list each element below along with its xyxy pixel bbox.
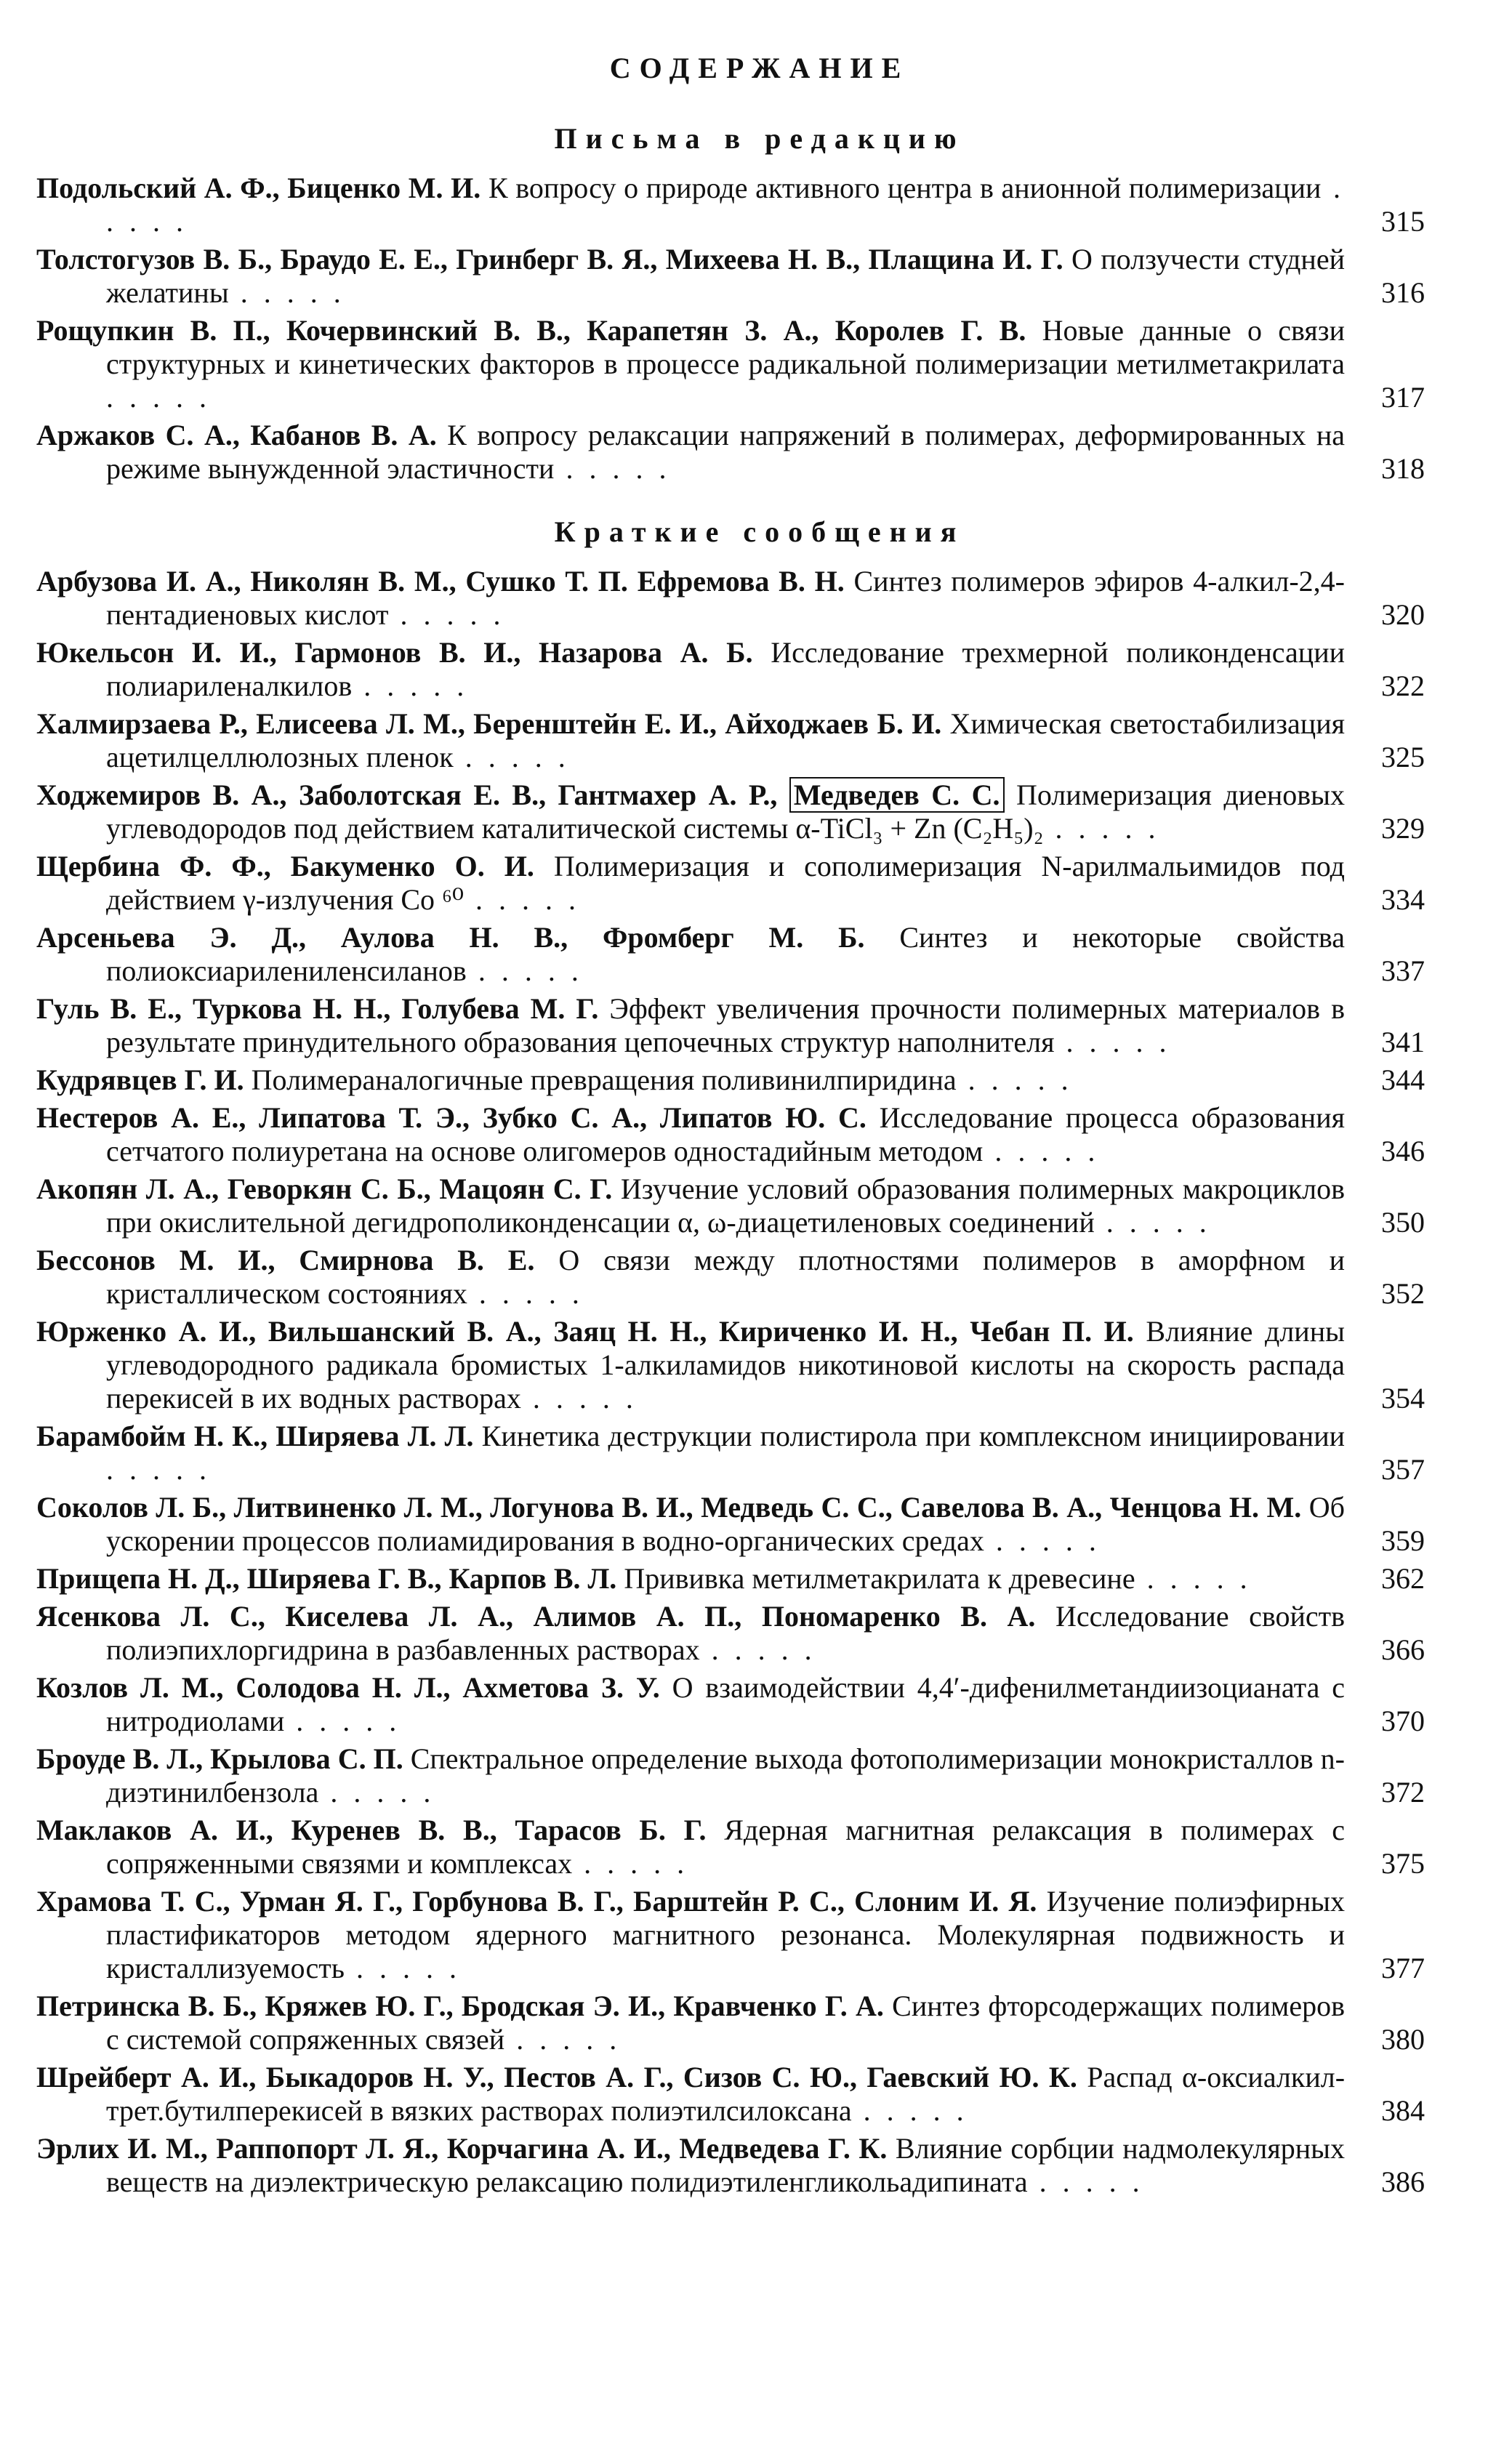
entry-text xyxy=(36,636,1345,703)
leader-dots: . . . . . xyxy=(344,1952,461,1984)
page-number: 320 xyxy=(1381,598,1425,631)
entry-authors: Барамбойм Н. К., Ширяева Л. Л. xyxy=(36,1420,474,1452)
entry-authors: Гуль В. Е., Туркова Н. Н., Голубева М. Г. xyxy=(36,992,599,1025)
toc-entry[interactable] xyxy=(36,850,1425,917)
entry-authors: Прищепа Н. Д., Ширяева Г. В., Карпов В. Л. xyxy=(36,1562,617,1595)
entry-authors: Бессонов М. И., Смирнова В. Е. xyxy=(36,1244,535,1276)
entry-text xyxy=(36,850,1345,917)
entry-authors: Ясенкова Л. С., Киселева Л. А., Алимов А. П., Пономаренко В. А. xyxy=(36,1600,1036,1633)
toc-entry[interactable] xyxy=(36,1420,1425,1486)
entry-title: Ядерная магнитная релаксация в полимерах с сопряженными связями и комплексах xyxy=(106,1814,1346,1880)
leader-dots: . . . . . xyxy=(106,1453,211,1486)
entry-authors: Юрженко А. И., Вильшанский В. А., Заяц Н. Н., Кириченко И. Н., Чебан П. И. xyxy=(36,1315,1134,1348)
entry-title: О ползучести студней желатины xyxy=(106,243,1345,309)
entry-text xyxy=(36,565,1345,632)
entry-title: Полимеризация и сополимеризация N-арилмальимидов под действием γ-излучения Co ⁶⁰ xyxy=(106,850,1345,916)
entry-text xyxy=(36,1063,1345,1097)
entry-title: К вопросу релаксации напряжений в полимерах, деформированных на режиме вынужденной эластичности xyxy=(106,419,1346,485)
page-number: 337 xyxy=(1381,954,1425,987)
leader-dots: . . . . . xyxy=(572,1847,689,1880)
toc-entry[interactable] xyxy=(36,779,1425,845)
entry-authors-boxed: Медведев С. С. xyxy=(789,777,1005,813)
toc-entry[interactable] xyxy=(36,1990,1425,2056)
entry-text xyxy=(36,1244,1345,1311)
leader-dots: . . . . . xyxy=(1043,812,1160,845)
leader-dots: . . . . . xyxy=(453,741,570,773)
toc-entry[interactable] xyxy=(36,314,1425,414)
entry-text xyxy=(36,992,1345,1059)
entry-authors: Шрейберт А. И., Быкадоров Н. У., Пестов А. Г., Сизов С. Ю., Гаевский Ю. К. xyxy=(36,2061,1077,2093)
entry-authors: Маклаков А. И., Куренев В. В., Тарасов Б. Г. xyxy=(36,1814,707,1846)
toc-entry[interactable] xyxy=(36,2061,1425,2128)
toc-entry[interactable] xyxy=(36,921,1425,988)
entry-title: Синтез и некоторые свойства полиоксиарилениленсиланов xyxy=(106,921,1345,987)
entry-text xyxy=(36,921,1345,988)
page-number: 359 xyxy=(1381,1524,1425,1557)
page-number: 372 xyxy=(1381,1776,1425,1809)
page-number: 346 xyxy=(1381,1135,1425,1167)
entry-text xyxy=(36,1172,1345,1239)
entry-authors: Толстогузов В. Б., Браудо Е. Е., Гринберг В. Я., Михеева Н. В., Плащина И. Г. xyxy=(36,243,1063,275)
toc-entry[interactable] xyxy=(36,419,1425,486)
entry-title: О взаимодействии 4,4′-дифенилметандиизоцианата с нитродиолами xyxy=(106,1671,1346,1737)
page-number: 350 xyxy=(1381,1206,1425,1239)
toc-entry[interactable] xyxy=(36,1063,1425,1097)
entry-text xyxy=(36,2061,1345,2128)
page-number: 377 xyxy=(1381,1952,1425,1984)
toc-entry[interactable] xyxy=(36,1244,1425,1311)
leader-dots: . . . . . xyxy=(467,1277,584,1310)
entry-title: Кинетика деструкции полистирола при комплексном инициировании xyxy=(481,1420,1346,1452)
toc-entry[interactable] xyxy=(36,172,1425,238)
section-heading: Письма в редакцию xyxy=(554,122,965,155)
entry-title: Распад α-оксиалкил-трет.бутилперекисей в вязких растворах полиэтилсилоксана xyxy=(106,2061,1346,2127)
entry-title: Прививка метилметакрилата к древесине xyxy=(624,1562,1135,1595)
page-number: 316 xyxy=(1381,276,1425,309)
entry-authors: Щербина Ф. Ф., Бакуменко О. И. xyxy=(36,850,534,882)
entry-text xyxy=(36,1101,1345,1168)
page-number: 317 xyxy=(1381,381,1425,414)
entry-authors: Козлов Л. М., Солодова Н. Л., Ахметова З. У. xyxy=(36,1671,660,1704)
toc-entry[interactable] xyxy=(36,1742,1425,1809)
leader-dots: . . . . . xyxy=(352,669,469,702)
page-number: 341 xyxy=(1381,1026,1425,1058)
entry-title: Синтез полимеров эфиров 4-алкил-2,4-пентадиеновых кислот xyxy=(106,565,1346,631)
leader-dots: . . . . . xyxy=(1027,2165,1144,2198)
leader-dots: . . . . . xyxy=(464,883,581,916)
page-number: 380 xyxy=(1381,2023,1425,2056)
leader-dots: . . . . . xyxy=(466,954,583,987)
page-number: 318 xyxy=(1381,452,1425,485)
page-number: 386 xyxy=(1381,2165,1425,2198)
page-number: 329 xyxy=(1381,812,1425,845)
entry-text xyxy=(36,1742,1345,1809)
leader-dots: . . . . . xyxy=(1094,1206,1211,1239)
entry-authors: Эрлих И. М., Раппопорт Л. Я., Корчагина А. И., Медведева Г. К. xyxy=(36,2132,888,2165)
toc-entry[interactable] xyxy=(36,636,1425,703)
toc-entry[interactable] xyxy=(36,992,1425,1059)
entry-authors: Юкельсон И. И., Гармонов В. И., Назарова А. Б. xyxy=(36,636,753,669)
toc-entry[interactable] xyxy=(36,2132,1425,2199)
entry-title: Изучение полиэфирных пластификаторов методом ядерного магнитного резонанса. Молекулярная подвижность и кристаллизуемость xyxy=(106,1885,1345,1984)
entry-authors: Халмирзаева Р., Елисеева Л. М., Беренштейн Е. И., Айходжаев Б. И. xyxy=(36,707,942,740)
leader-dots: . . . . . xyxy=(983,1135,1100,1167)
toc-entry[interactable] xyxy=(36,1101,1425,1168)
entry-authors: Рощупкин В. П., Кочервинский В. В., Карапетян З. А., Королев Г. В. xyxy=(36,314,1026,347)
entry-title: Полимеризация диеновых углеводородов под действием каталитической системы α-TiCl₃ + Zn (C₂H₅)₂ xyxy=(106,779,1346,845)
leader-dots: . . . . . xyxy=(228,276,345,309)
entry-text xyxy=(36,1491,1345,1558)
entry-title: О связи между плотностями полимеров в аморфном и кристаллическом состояниях xyxy=(106,1244,1346,1310)
page-number: 357 xyxy=(1381,1453,1425,1486)
entry-text xyxy=(36,1420,1345,1486)
entry-title: Эффект увеличения прочности полимерных материалов в результате принудительного образования цепочечных структур наполнителя xyxy=(106,992,1345,1058)
leader-dots: . . . . . xyxy=(106,172,1346,238)
entry-text xyxy=(36,1600,1345,1667)
leader-dots: . . . . . xyxy=(388,598,505,631)
entry-text xyxy=(36,172,1345,238)
page-number: 325 xyxy=(1381,741,1425,773)
toc-entry[interactable] xyxy=(36,565,1425,632)
entry-title: Об ускорении процессов полиамидирования в водно-органических средах xyxy=(106,1491,1346,1557)
entry-title: Синтез фторсодержащих полимеров с системой сопряженных связей xyxy=(106,1990,1346,2056)
leader-dots: . . . . . xyxy=(106,381,211,414)
entry-text xyxy=(36,1814,1345,1880)
entry-authors: Соколов Л. Б., Литвиненко Л. М., Логунова В. И., Медведь С. С., Савелова В. А., Ченцова Н. М. xyxy=(36,1491,1302,1524)
entry-text xyxy=(36,243,1345,310)
entry-text xyxy=(36,314,1345,414)
entry-authors: Ходжемиров В. А., Заболотская Е. В., Гантмахер А. Р., xyxy=(36,779,778,811)
toc-entry[interactable] xyxy=(36,1491,1425,1558)
page-number: 375 xyxy=(1381,1847,1425,1880)
entry-title: Исследование трехмерной поликонденсации полиариленалкилов xyxy=(106,636,1346,702)
leader-dots: . . . . . xyxy=(504,2023,622,2056)
toc-entry[interactable] xyxy=(36,1600,1425,1667)
entry-text xyxy=(36,707,1345,774)
entry-title: Исследование процесса образования сетчатого полиуретана на основе олигомеров одностадийным методом xyxy=(106,1101,1346,1167)
entry-authors: Арсеньева Э. Д., Аулова Н. В., Фромберг М. Б. xyxy=(36,921,865,954)
entry-text xyxy=(36,2132,1345,2199)
leader-dots: . . . . . xyxy=(554,452,671,485)
entry-title: Новые данные о связи структурных и кинетических факторов в процессе радикальной полимеризации метилметакрилата xyxy=(106,314,1346,380)
entry-title: Полимераналогичные превращения поливинилпиридина xyxy=(251,1063,957,1096)
toc-entry[interactable] xyxy=(36,243,1425,310)
entry-title: Влияние сорбции надмолекулярных веществ на диэлектрическую релаксацию полидиэтиленгликольадипината xyxy=(106,2132,1345,2198)
entry-authors: Нестеров А. Е., Липатова Т. Э., Зубко С. А., Липатов Ю. С. xyxy=(36,1101,866,1134)
entry-text xyxy=(36,1885,1345,1985)
toc-entry[interactable] xyxy=(36,1562,1425,1596)
leader-dots: . . . . . xyxy=(699,1633,816,1666)
entry-text xyxy=(36,1315,1345,1415)
page-number: 354 xyxy=(1381,1382,1425,1415)
page-number: 322 xyxy=(1381,669,1425,702)
entry-authors: Арбузова И. А., Николян В. М., Сушко Т. П. Ефремова В. Н. xyxy=(36,565,845,598)
entry-authors: Подольский А. Ф., Биценко М. И. xyxy=(36,172,481,204)
page-number: 366 xyxy=(1381,1633,1425,1666)
entry-title: Спектральное определение выхода фотополимеризации монокристаллов n-диэтинилбензола xyxy=(106,1742,1346,1809)
entry-text xyxy=(36,1990,1345,2056)
entry-title: К вопросу о природе активного центра в анионной полимеризации xyxy=(488,172,1322,204)
leader-dots: . . . . . xyxy=(851,2094,968,2127)
leader-dots: . . . . . xyxy=(984,1524,1101,1557)
entry-authors: Петринска В. Б., Кряжев Ю. Г., Бродская Э. И., Кравченко Г. А. xyxy=(36,1990,884,2022)
toc-entry[interactable] xyxy=(36,1885,1425,1985)
entry-text xyxy=(36,779,1345,845)
entry-title: Изучение условий образования полимерных макроциклов при окислительной дегидрополиконденсации α, ω-диацетиленовых соединений xyxy=(106,1172,1346,1239)
page-number: 334 xyxy=(1381,883,1425,916)
section-heading: Краткие сообщения xyxy=(554,515,965,548)
leader-dots: . . . . . xyxy=(520,1382,638,1415)
page-number: 362 xyxy=(1381,1562,1425,1595)
entry-authors: Аржаков С. А., Кабанов В. А. xyxy=(36,419,437,451)
leader-dots: . . . . . xyxy=(284,1705,401,1737)
entry-authors: Акопян Л. А., Геворкян С. Б., Мацоян С. Г. xyxy=(36,1172,613,1205)
toc-entry[interactable] xyxy=(36,1315,1425,1415)
entry-authors: Храмова Т. С., Урман Я. Г., Горбунова В. Г., Барштейн Р. С., Слоним И. Я. xyxy=(36,1885,1037,1918)
toc-entry[interactable] xyxy=(36,1671,1425,1738)
entry-authors: Кудрявцев Г. И. xyxy=(36,1063,244,1096)
page-number: 315 xyxy=(1381,205,1425,238)
contents-body xyxy=(36,121,1425,2199)
entry-title: Влияние длины углеводородного радикала бромистых 1-алкиламидов никотиновой кислоты на скорость распада перекисей в их водных растворах xyxy=(106,1315,1345,1415)
toc-entry[interactable] xyxy=(36,1814,1425,1880)
entry-authors: Броуде В. Л., Крылова С. П. xyxy=(36,1742,403,1775)
leader-dots: . . . . . xyxy=(956,1063,1073,1096)
entry-text xyxy=(36,1671,1345,1738)
leader-dots: . . . . . xyxy=(318,1776,435,1809)
page-number: 344 xyxy=(1381,1063,1425,1096)
toc-entry[interactable] xyxy=(36,707,1425,774)
leader-dots: . . . . . xyxy=(1054,1026,1171,1058)
page-title: СОДЕРЖАНИЕ xyxy=(609,52,910,84)
page-number: 384 xyxy=(1381,2094,1425,2127)
page-number: 370 xyxy=(1381,1705,1425,1737)
leader-dots: . . . . . xyxy=(1135,1562,1252,1595)
toc-entry[interactable] xyxy=(36,1172,1425,1239)
entry-title: Химическая светостабилизация ацетилцеллюлозных пленок xyxy=(106,707,1345,773)
entry-title: Исследование свойств полиэпихлоргидрина в разбавленных растворах xyxy=(106,1600,1346,1666)
entry-text xyxy=(36,419,1345,486)
page-number: 352 xyxy=(1381,1277,1425,1310)
entry-text xyxy=(36,1562,1345,1596)
